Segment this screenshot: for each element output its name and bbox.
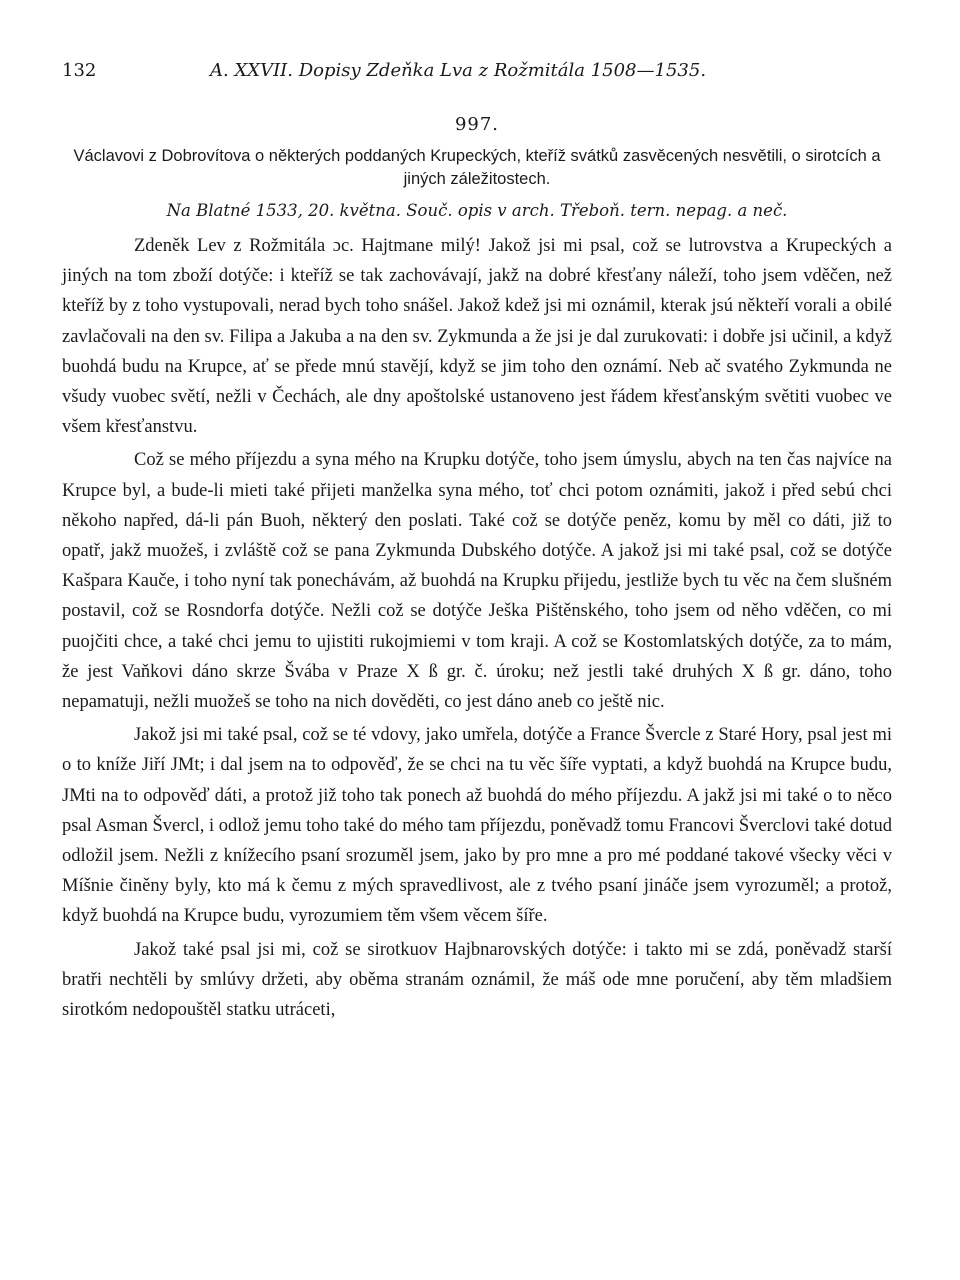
- paragraph: Zdeněk Lev z Rožmitála ɔc. Hajtmane milý! Jakož jsi mi psal, což se lutrovstva a Krupeckých a jiných na tom zboží dotýče: i kteříž se tak zachovávají, jakž na dobré křesťany náleží, toho jsem vděčen, než kteříž by z toho vystupovali, nerad bych toho snášel. Jakož kdež jsi mi oznámil, kterak jsú někteří vorali a obilé zavlačovali na den sv. Filipa a Jakuba a na den sv. Zykmunda a že jsi je dal zurukovati: i dobře jsi učinil, a když buohdá budu na Krupce, ať se přede mnú stavějí, když se jim toho den oznámí. Neb ač svatého Zykmunda ne všudy vuobec světí, nežli v Čechách, ale dny apoštolské ustanoveno jest řádem křesťanským světiti vuobec ve všem křesťanstvu.: [62, 236, 892, 438]
- running-title: A. XXVII. Dopisy Zdeňka Lva z Rožmitála 1508—1535.: [210, 60, 707, 81]
- document-page: [62, 60, 892, 1025]
- source-note: Na Blatné 1533, 20. května. Souč. opis v arch. Třeboň. tern. nepag. a neč.: [166, 201, 788, 220]
- paragraph: Jakož také psal jsi mi, což se sirotkuov Hajbnarovských dotýče: i takto mi se zdá, poněvadž starší bratři nechtěli by smlúvy držeti, aby oběma stranám oznámil, že máš ode mne poručení, aby těm mladšiem sirotkóm nedopouštěl statku utráceti,: [62, 939, 892, 1021]
- document-summary: Václavovi z Dobrovítova o některých poddaných Krupeckých, kteříž svátků zasvěcených nesvětili, o sirotcích a jiných záležitostech.: [73, 147, 881, 188]
- paragraph: Což se mého příjezdu a syna mého na Krupku dotýče, toho jsem úmyslu, abych na ten čas najvíce na Krupce byl, a bude-li mieti také přijeti manželka syna mého, toť chci potom oznámiti, jakož i před sebú chci někoho napřed, dá-li pán Buoh, některý den poslati. Také což se dotýče peněz, komu by měl co dáti, již to opatř, jakž muožeš, i zvláště což se pana Zykmunda Dubského dotýče. A jakož jsi mi také psal, což se dotýče Kašpara Kauče, i toho nyní tak ponechávám, až buohdá na Krupku přijedu, jestliže bych tu věc na čem slušném postavil, což se Rosndorfa dotýče. Nežli což se dotýče Ješka Pištěnského, toho jsem od něho vděčen, co mi puojčiti chce, a také chci jemu to ujistiti rukojmiemi v tom kraji. A což se Kostomlatských dotýče, za to mám, že jest Vaňkovi dáno skrze Švába v Praze X ß gr. č. úroku; než jestli také druhých X ß gr. dáno, toho nepamatuji, nežli muožeš se toho na nich dověděti, co jest dáno aneb co ještě nic.: [62, 450, 892, 713]
- running-head: [62, 60, 892, 90]
- paragraph: Jakož jsi mi také psal, což se té vdovy, jako umřela, dotýče a France Švercle z Staré Hory, psal jest mi o to kníže Jiří JMt; i dal jsem na to odpověď, že se chci na tu věc šíře vyptati, a když buohdá na Krupce budu, JMti na to odpověď dáti, a protož již toho tak ponech až buohdá do mého příjezdu. A jakž jsi mi také o to něco psal Asman Švercl, i odlož jemu toho také do mého tam příjezdu, poněvadž tomu Francovi Šverclovi také dotud odložil jsem. Nežli z knížecího psaní srozuměl jsem, jako by pro mne a pro mé poddané takové všecky věci v Míšnie činěny byly, kto má k čemu z mých spravedlivost, ale z tvého psaní jináče jsem vyrozuměl; a protož, když buohdá na Krupce budu, vyrozumiem těm všem věcem šíře.: [62, 725, 892, 927]
- document-number: 997.: [454, 114, 500, 135]
- page-number: 132: [62, 60, 97, 81]
- document-body: [62, 231, 892, 1025]
